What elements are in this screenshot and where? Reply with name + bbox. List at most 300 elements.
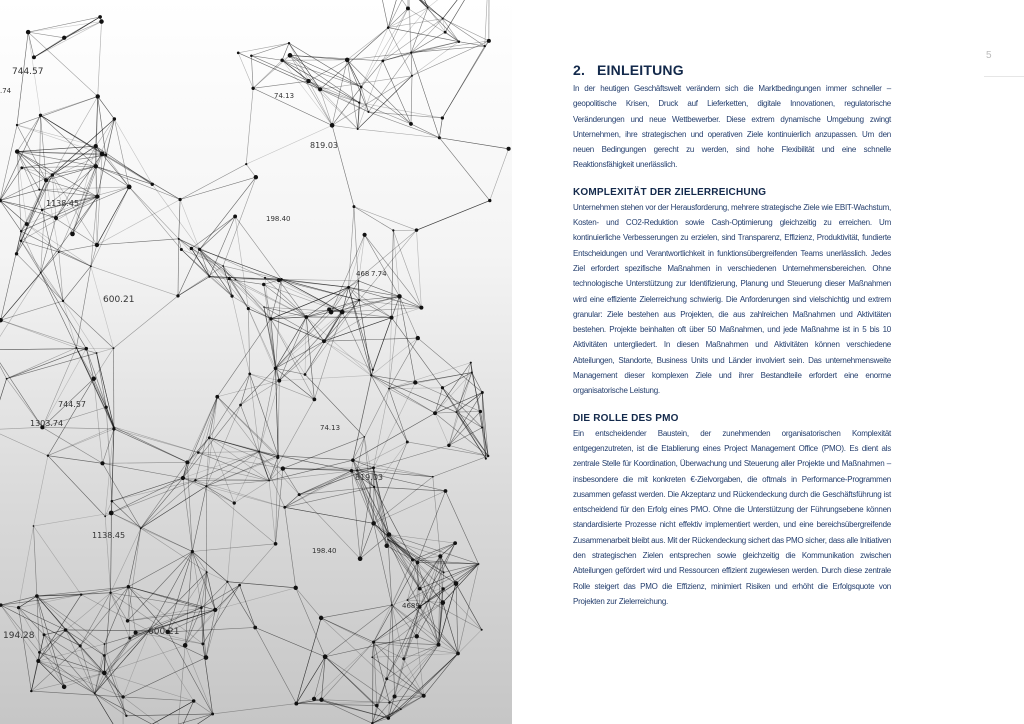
network-edge	[308, 81, 359, 103]
network-edge	[198, 397, 217, 453]
network-node	[444, 31, 447, 34]
network-edge	[48, 429, 114, 456]
network-edge	[192, 552, 201, 608]
network-edge	[314, 642, 374, 699]
network-node	[211, 713, 214, 716]
network-edge	[95, 693, 123, 724]
network-edge	[347, 28, 388, 60]
network-node	[390, 316, 394, 320]
network-edge	[374, 442, 408, 523]
network-edge	[290, 55, 332, 125]
network-node	[104, 515, 106, 517]
network-edge	[278, 381, 279, 456]
network-edge	[1, 273, 41, 321]
network-node	[427, 7, 429, 9]
network-node	[226, 581, 228, 583]
network-edge	[102, 154, 152, 184]
network-node	[253, 626, 257, 630]
network-edge	[123, 697, 177, 724]
network-edge	[401, 653, 458, 709]
network-label: 7.74	[371, 270, 387, 278]
network-edge	[180, 164, 246, 199]
network-edge	[439, 118, 442, 138]
network-node	[208, 436, 211, 439]
network-edge	[1, 301, 63, 320]
network-edge	[383, 8, 408, 60]
network-edge	[112, 480, 196, 501]
network-edge	[203, 585, 240, 644]
network-node	[481, 427, 483, 429]
network-node	[400, 708, 402, 710]
network-node	[100, 152, 105, 157]
network-edge	[168, 632, 213, 714]
network-edge	[59, 245, 97, 252]
network-node	[40, 272, 42, 274]
network-edge	[332, 125, 358, 129]
network-node	[38, 651, 41, 654]
network-edge	[276, 368, 315, 399]
network-edge	[28, 17, 100, 32]
network-node	[413, 380, 417, 384]
network-node	[444, 489, 448, 493]
network-node	[340, 310, 345, 315]
network-edge	[306, 317, 371, 375]
network-edge	[59, 252, 63, 301]
network-node	[0, 318, 3, 322]
network-node	[16, 124, 18, 126]
network-edge	[207, 572, 228, 582]
network-node	[304, 315, 308, 319]
network-nodes	[0, 0, 511, 724]
section-title: EINLEITUNG	[597, 62, 684, 78]
network-node	[438, 554, 442, 558]
network-node	[85, 347, 88, 350]
network-edge	[98, 22, 102, 97]
network-edge	[1, 605, 40, 652]
network-edge	[324, 338, 418, 341]
network-edge	[206, 486, 234, 503]
network-edge	[200, 177, 256, 249]
network-edge	[38, 644, 104, 661]
network-node	[428, 600, 430, 602]
network-node	[277, 379, 281, 383]
section-number: 2.	[573, 62, 586, 78]
network-node	[121, 695, 124, 698]
network-edge	[285, 507, 296, 587]
network-edge	[17, 32, 28, 125]
network-edge	[141, 486, 207, 528]
network-edge	[235, 216, 281, 279]
network-edge	[95, 693, 177, 724]
network-node	[438, 136, 441, 139]
network-edge	[206, 486, 275, 544]
network-edge	[248, 309, 324, 342]
network-edge	[296, 703, 389, 704]
network-node	[44, 178, 48, 182]
network-edge	[102, 462, 187, 463]
network-edge	[418, 338, 483, 392]
network-node	[419, 306, 423, 310]
network-node	[471, 372, 473, 374]
network-edge	[128, 528, 140, 586]
network-edge	[19, 526, 34, 608]
network-edge	[411, 19, 443, 53]
network-label: 198.40	[312, 547, 337, 555]
network-node	[62, 300, 64, 302]
network-node	[17, 606, 20, 609]
network-node	[350, 469, 353, 472]
network-node	[372, 640, 375, 643]
network-node	[94, 693, 96, 695]
network-node	[205, 485, 207, 487]
network-edge	[91, 266, 114, 348]
subsection-heading-pmo: DIE ROLLE DES PMO	[573, 412, 679, 424]
network-label: 1138.45	[92, 531, 126, 540]
network-edge	[91, 266, 178, 296]
network-node	[441, 386, 444, 389]
network-edge	[354, 207, 393, 231]
network-node	[487, 39, 491, 43]
network-edge	[389, 383, 415, 389]
network-node	[105, 406, 108, 409]
network-edge	[179, 239, 200, 250]
network-edge	[240, 585, 256, 627]
network-node	[109, 592, 111, 594]
network-node	[381, 60, 384, 63]
page-number: 5	[986, 50, 992, 61]
network-edge	[105, 587, 129, 644]
network-node	[416, 561, 420, 565]
intro-paragraph: In der heutigen Geschäftswelt verändern sich die Marktbedingungen immer schneller – geopolitische Krisen, Druck auf Lieferketten, digitale Innovationen, regulatorische Veränderungen und neue Wettbewerber. Diese extrem dynamische Umgebung zwingt Unternehmen, ihre strategischen und operativen Ziele kontinuierlich anzupassen. Um den neuen Bedingungen gerecht zu werden, sind hohe Flexibilität und eine schnelle Reaktionsfähigkeit unerlässlich.	[573, 84, 891, 170]
network-edge	[31, 691, 123, 697]
network-node	[151, 183, 154, 186]
network-node	[192, 699, 196, 703]
network-edge	[96, 166, 180, 199]
network-node	[113, 117, 116, 120]
network-edge	[374, 487, 445, 491]
network-edge	[111, 478, 183, 513]
network-edge	[443, 0, 489, 19]
network-node	[470, 362, 472, 364]
network-node	[190, 247, 193, 250]
network-node	[213, 608, 217, 612]
network-edge	[320, 89, 332, 125]
network-edge	[285, 507, 374, 523]
network-node	[294, 702, 298, 706]
network-edge	[353, 370, 373, 460]
network-node	[178, 238, 180, 240]
network-edge	[321, 618, 387, 679]
network-node	[254, 175, 258, 179]
network-node	[456, 652, 460, 656]
network-label: 600.21	[148, 627, 180, 637]
network-edge	[200, 249, 230, 278]
network-edge	[411, 8, 428, 53]
network-node	[507, 147, 511, 151]
network-edge	[22, 168, 46, 180]
network-edge	[408, 0, 443, 19]
network-edge	[279, 375, 371, 380]
network-node	[410, 52, 412, 54]
network-node	[125, 715, 127, 717]
network-node	[109, 511, 114, 516]
network-edge	[179, 200, 180, 239]
network-node	[258, 451, 260, 453]
network-node	[455, 411, 457, 413]
network-node	[304, 373, 307, 376]
network-edge	[66, 630, 150, 631]
network-edge	[114, 429, 198, 453]
network-edges	[0, 0, 509, 724]
network-node	[415, 228, 419, 232]
network-edge	[183, 478, 206, 486]
network-node	[80, 593, 82, 595]
network-edge	[472, 372, 481, 411]
network-node	[178, 198, 181, 201]
network-edge	[206, 452, 259, 487]
network-edge	[227, 503, 234, 582]
network-node	[479, 410, 482, 413]
network-node	[363, 233, 367, 237]
network-node	[277, 278, 281, 282]
network-edge	[458, 564, 479, 654]
network-node	[204, 655, 209, 660]
pmo-paragraph: Ein entscheidender Baustein, der zunehmenden organisatorischen Komplexität entgegenzutreten, ist die Etablierung eines Project Management Office (PMO). Es dient als zentrale Stelle für Koordination, Überwachung und Steuerung aller Projekte und Maßnahmen – insbesondere die mit konkreten €-Zielvorgaben, die oftmals in Performance-Programmen zusammen gefasst werden. Die Akzeptanz und Rückendeckung durch die Geschäftsführung ist entscheidend für den Erfolg eines PMO. Ohne die Unterstützung der Führungsebene können standardisierte Prozesse nicht effektiv implementiert werden, und eine bereichsübergreifende Zusammenarbeit bleibt aus. Mit der Rückendeckung sichert das PMO sicher, dass alle Initiativen den strategischen Zielen entsprechen sowie gleichzeitig die Kommunikation zwischen Abteilungen gefördert wird und Ressourcen effizient zugewiesen werden. Durch diese zentrale Rolle steigert das PMO die Effizienz, minimiert Risiken und erhöht die Erfolgsquote von Projekten zur Zielerreichung.	[573, 428, 891, 606]
network-edge	[349, 207, 354, 288]
network-node	[206, 571, 208, 573]
network-node	[113, 347, 115, 349]
text-page	[512, 0, 1024, 724]
network-edge	[374, 383, 416, 468]
network-edge	[428, 8, 445, 32]
network-edge	[445, 0, 489, 32]
network-label: 4689	[402, 602, 420, 610]
network-edge	[95, 693, 123, 724]
network-edge	[353, 389, 389, 461]
network-edge	[424, 653, 458, 695]
network-edge	[112, 501, 141, 528]
network-edge	[48, 456, 103, 464]
network-node	[406, 6, 410, 10]
network-edge	[34, 513, 112, 526]
network-node	[58, 251, 60, 253]
network-edge	[238, 53, 253, 88]
network-node	[96, 94, 100, 98]
network-node	[358, 101, 360, 103]
network-edge	[283, 437, 364, 469]
network-node	[319, 698, 323, 702]
network-node	[288, 53, 293, 58]
network-node	[127, 184, 132, 189]
network-edge	[28, 22, 101, 33]
network-node	[422, 694, 426, 698]
network-edge	[359, 103, 442, 118]
network-edge	[359, 300, 421, 308]
network-edge	[279, 317, 306, 381]
network-edge	[168, 552, 193, 632]
network-label: .74	[0, 87, 12, 95]
network-node	[201, 642, 204, 645]
network-node	[372, 369, 374, 371]
network-label: 468	[356, 270, 370, 278]
network-edge	[0, 379, 7, 430]
network-node	[441, 587, 444, 590]
network-node	[358, 556, 363, 561]
network-edge	[213, 704, 297, 714]
network-edge	[374, 0, 428, 8]
network-edge	[383, 53, 411, 61]
network-edge	[44, 635, 95, 694]
network-edge	[31, 652, 39, 691]
network-edge	[251, 56, 253, 89]
network-node	[351, 458, 355, 462]
network-node	[481, 391, 484, 394]
network-edge	[1, 596, 37, 605]
network-node	[75, 347, 77, 349]
network-edge	[48, 456, 105, 517]
network-edge	[374, 445, 449, 467]
section-heading	[573, 62, 891, 78]
network-edge	[128, 608, 202, 621]
network-edge	[152, 184, 199, 249]
network-edge	[96, 166, 152, 184]
network-edge	[34, 22, 102, 58]
network-node	[432, 476, 434, 478]
network-edge	[408, 0, 459, 42]
network-edge	[76, 348, 106, 407]
network-node	[393, 694, 397, 698]
network-label: 744.57	[58, 400, 86, 409]
network-edge	[265, 278, 342, 312]
network-edge	[206, 582, 227, 658]
network-node	[112, 427, 115, 430]
network-node	[274, 367, 278, 371]
network-label: 74.13	[320, 424, 341, 432]
network-node	[245, 163, 247, 165]
network-node	[215, 395, 219, 399]
network-edge	[250, 374, 259, 452]
network-edge	[185, 585, 239, 645]
network-label: 74.13	[274, 92, 295, 100]
network-node	[92, 377, 96, 381]
network-edge	[104, 655, 126, 715]
network-edge	[253, 81, 308, 88]
network-node	[312, 697, 316, 701]
network-edge	[372, 709, 401, 723]
network-edge	[123, 631, 149, 697]
network-node	[371, 521, 376, 526]
network-edge	[0, 125, 17, 200]
network-node	[96, 352, 98, 354]
network-node	[200, 606, 203, 609]
network-edge	[374, 487, 412, 560]
network-edge	[192, 552, 227, 582]
network-node	[318, 87, 322, 91]
network-node	[402, 657, 405, 660]
network-edge	[374, 0, 388, 28]
network-node	[239, 404, 242, 407]
network-label: 194.28	[3, 631, 35, 641]
network-node	[26, 30, 31, 35]
network-node	[95, 194, 99, 198]
network-node	[484, 45, 486, 47]
network-edge	[59, 252, 91, 266]
network-edge	[428, 0, 489, 8]
network-edge	[248, 309, 249, 374]
network-edge	[39, 652, 104, 673]
network-edge	[141, 480, 196, 528]
network-node	[397, 294, 402, 299]
network-label: 744.57	[12, 67, 44, 77]
network-edge	[255, 627, 296, 703]
network-edge	[123, 701, 194, 724]
network-node	[487, 455, 489, 457]
network-node	[312, 398, 316, 402]
network-node	[15, 149, 19, 153]
network-edge	[183, 405, 241, 478]
network-edge	[141, 528, 207, 572]
network-edge	[34, 526, 37, 596]
network-node	[233, 501, 236, 504]
network-node	[20, 166, 23, 169]
network-edge	[129, 187, 181, 250]
network-node	[276, 456, 279, 459]
network-node	[375, 704, 379, 708]
network-node	[283, 506, 286, 509]
network-edge	[246, 164, 256, 177]
network-edge	[64, 17, 100, 38]
network-node	[181, 476, 185, 480]
network-edge	[253, 55, 290, 88]
network-node	[41, 209, 43, 211]
network-edge	[349, 287, 422, 307]
network-node	[185, 460, 189, 464]
network-node	[43, 633, 46, 636]
network-edge	[359, 300, 371, 375]
network-edge	[283, 469, 299, 495]
network-edge	[442, 41, 488, 118]
network-edge	[17, 152, 21, 232]
network-edge	[411, 124, 439, 138]
network-node	[134, 631, 138, 635]
network-node	[387, 26, 390, 29]
network-node	[384, 544, 388, 548]
network-edge	[357, 437, 364, 471]
network-node	[237, 52, 240, 55]
network-edge	[191, 248, 209, 276]
network-node	[268, 480, 270, 482]
network-node	[371, 656, 373, 658]
network-node	[391, 604, 393, 606]
network-node	[127, 585, 131, 589]
network-edge	[269, 481, 275, 544]
network-edge	[435, 413, 449, 445]
page-content	[573, 62, 891, 609]
network-node	[481, 629, 483, 631]
network-edge	[296, 618, 321, 704]
network-node	[353, 205, 356, 208]
network-node	[20, 240, 22, 242]
network-node	[140, 527, 142, 529]
network-edge	[63, 301, 113, 348]
network-edge	[296, 588, 321, 618]
network-edge	[374, 0, 408, 8]
network-edge	[264, 284, 271, 318]
network-edge	[420, 543, 455, 607]
network-edge	[439, 138, 508, 149]
network-edge	[1, 231, 22, 320]
network-node	[198, 248, 201, 251]
